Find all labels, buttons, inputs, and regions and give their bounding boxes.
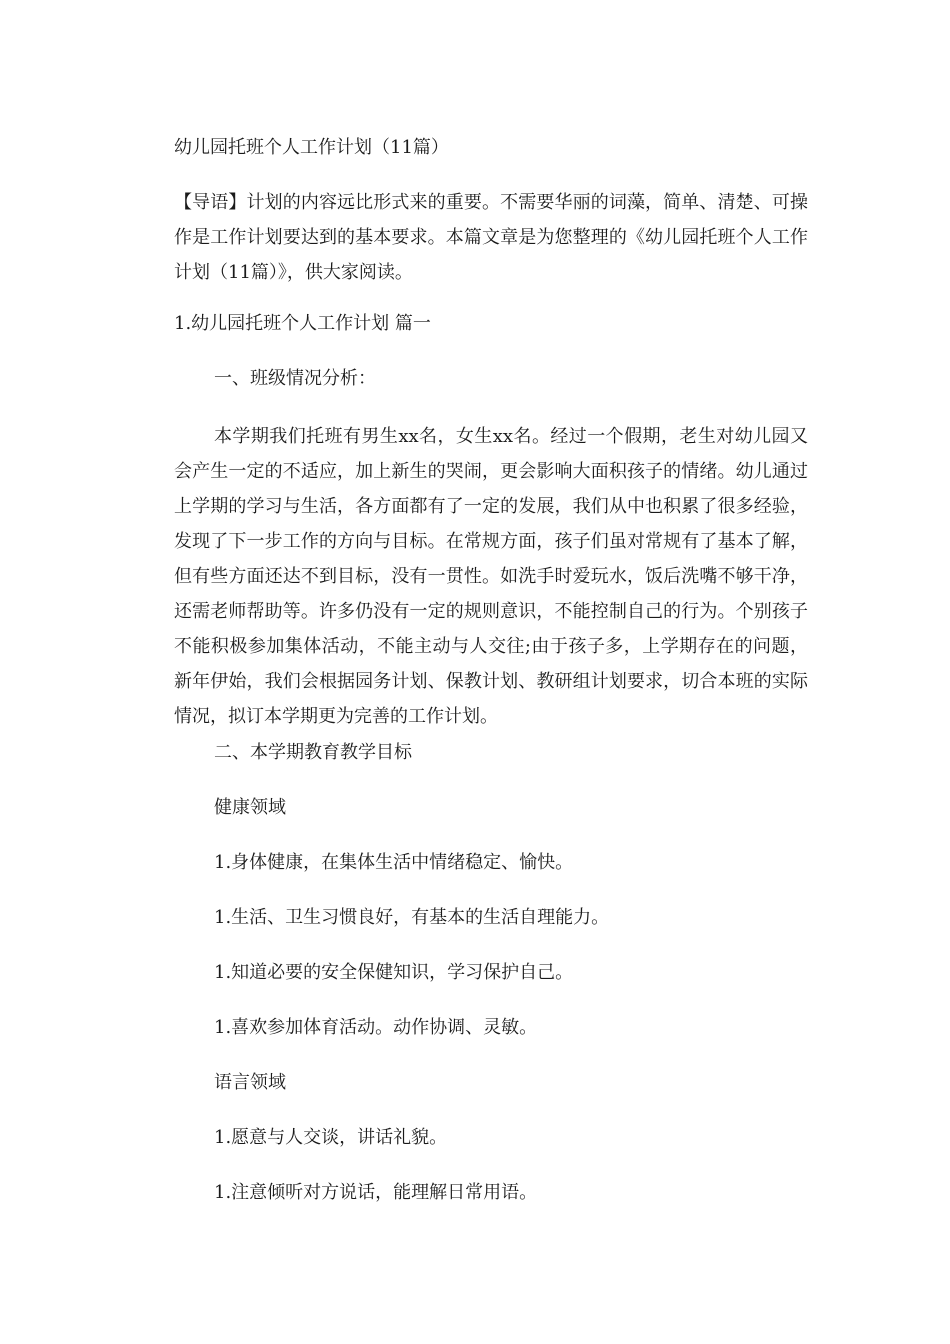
section-heading: 1.幼儿园托班个人工作计划 篇一 (174, 313, 431, 334)
part1-body-paragraph: 本学期我们托班有男生xx名，女生xx名。经过一个假期，老生对幼儿园又会产生一定的不适应，加上新生的哭闹，更会影响大面积孩子的情绪。幼儿通过上学期的学习与生活，各方面都有了一定的发展，我们从中也积累了很多经验，发现了下一步工作的方向与目标。在常规方面，孩子们虽对常规有了基本了解，但有些方面还达不到目标，没有一贯性。如洗手时爱玩水，饭后洗嘴不够干净，还需老师帮助等。许多仍没有一定的规则意识，不能控制自己的行为。个别孩子不能积极参加集体活动，不能主动与人交往;由于孩子多，上学期存在的问题，新年伊始，我们会根据园务计划、保教计划、教研组计划要求，切合本班的实际情况，拟订本学期更为完善的工作计划。 (174, 426, 808, 727)
part1-heading: 一、班级情况分析： (214, 368, 376, 389)
list-item: 1.生活、卫生习惯良好，有基本的生活自理能力。 (214, 907, 610, 928)
list-item: 1.愿意与人交谈，讲话礼貌。 (214, 1127, 448, 1148)
list-item: 1.喜欢参加体育活动。动作协调、灵敏。 (214, 1017, 538, 1038)
document-title: 幼儿园托班个人工作计划（11篇） (174, 137, 449, 158)
list-item: 1.知道必要的安全保健知识，学习保护自己。 (214, 962, 574, 983)
language-domain-heading: 语言领域 (214, 1072, 286, 1093)
part2-heading: 二、本学期教育教学目标 (214, 742, 412, 763)
health-domain-heading: 健康领域 (214, 797, 286, 818)
intro-paragraph: 【导语】计划的内容远比形式来的重要。不需要华丽的词藻，简单、清楚、可操作是工作计划要达到的基本要求。本篇文章是为您整理的《幼儿园托班个人工作计划（11篇）》，供大家阅读。 (174, 192, 808, 283)
list-item: 1.身体健康，在集体生活中情绪稳定、愉快。 (214, 852, 574, 873)
list-item: 1.注意倾听对方说话，能理解日常用语。 (214, 1182, 538, 1203)
